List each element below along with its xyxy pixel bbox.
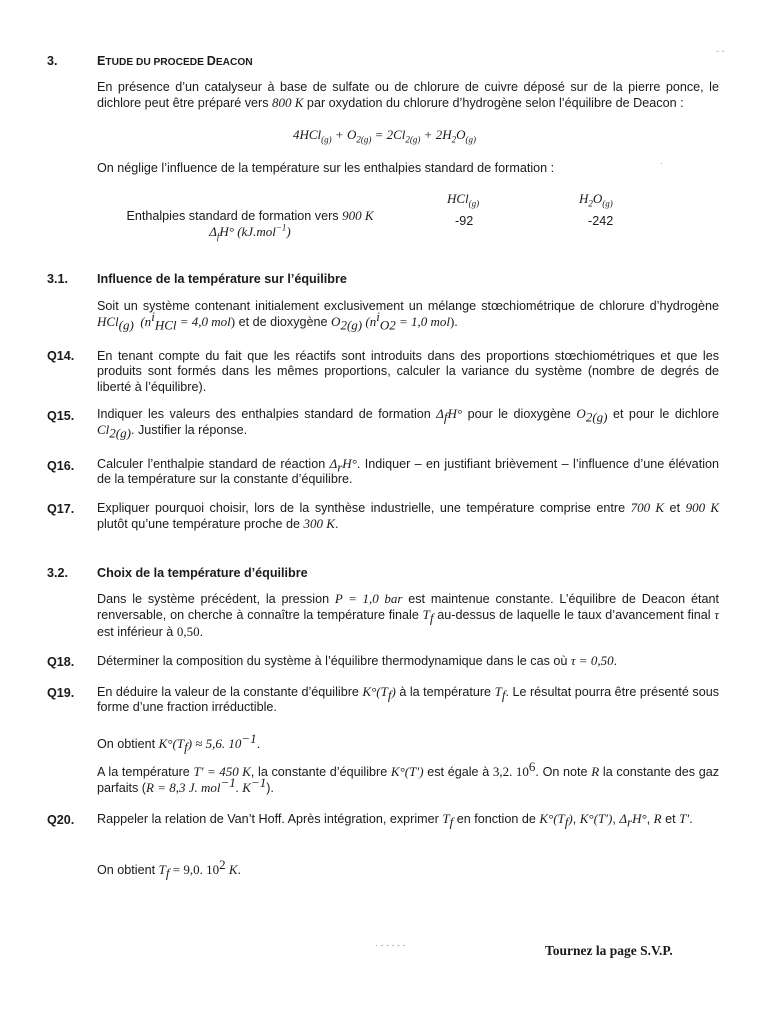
question-label-q18: Q18. (47, 655, 75, 669)
section-number: 3. (47, 54, 58, 68)
subsection-number-3-1: 3.1. (47, 272, 69, 286)
s31-paragraph: Soit un système contenant initialement exclusivement un mélange stœchiométrique de chlorure d’hydrogène HCl$_{(g)}$ ($n^i_{HCl} = 4,0$ mol) et de dioxygène $O_{2(g)}$ ($n^i_{O2} = 1,0$ mol). (97, 299, 719, 333)
scan-speck: - - (716, 46, 725, 56)
question-label-q14: Q14. (47, 349, 75, 363)
subsection-number-3-2: 3.2. (47, 566, 69, 580)
q20-result: On obtient $T_f = 9,0$. $10^2$ K. (97, 856, 241, 881)
question-text-q15: Indiquer les valeurs des enthalpies standard de formation $\Delta_fH^\circ$ pour le dioxygène $O_{2(g)}$ et pour le dichlore $Cl_{2(g)}$. Justifier la réponse. (97, 406, 719, 441)
question-text-q18: Déterminer la composition du système à l’équilibre thermodynamique dans le cas où τ = 0,50. (97, 653, 618, 668)
neglect-sentence: On néglige l’influence de la température sur les enthalpies standard de formation : (97, 161, 555, 175)
scan-speck: · - - - - - (375, 940, 406, 950)
table-header-hcl: HCl$_{(g)}$ (447, 191, 480, 209)
question-label-q20: Q20. (47, 813, 75, 827)
question-label-q16: Q16. (47, 459, 75, 473)
table-header-h2o: $H_2O_{(g)}$ (579, 191, 613, 209)
question-text-q14: En tenant compte du fait que les réactifs sont introduits dans des proportions stœchiométriques et que les produits sont formés dans les mêmes proportions, calculer la variance du système (nombre de degrés de liberté à l’équilibre). (97, 349, 719, 394)
q19-temperature-paragraph: A la température T′ = 450 K, la constante d’équilibre K°(T′) est égale à 3,2. $10^6$. On note R la constante des gaz parfaits (R = 8,3 J. mol$^{-1}$. $K^{-1}$). (97, 758, 720, 796)
s32-paragraph: Dans le système précédent, la pression P = 1,0 bar est maintenue constante. L’équilibre de Deacon étant renversable, on cherche à connaître la température finale $T_f$ au-dessus de laquelle le taux d’avancement final τ est inférieur à 0,50. (97, 591, 719, 639)
q19-result: On obtient $K^\circ(T_f) \approx 5,6$. $10^{-1}$. (97, 730, 261, 755)
deacon-equation: $4HCl_{(g)} + O_{2(g)} = 2Cl_{2(g)} + 2H_2O_{(g)}$ (293, 127, 476, 145)
question-text-q17: Expliquer pourquoi choisir, lors de la synthèse industrielle, une température comprise entre 700 K et 900 K plutôt qu’une température proche de 300 K. (97, 500, 719, 532)
intro-paragraph: En présence d’un catalyseur à base de sulfate ou de chlorure de cuivre déposé sur de la pierre ponce, le dichlore peut être préparé vers 800 K par oxydation du chlorure d’hydrogène selon l’équilibre de Deacon : (97, 80, 719, 111)
table-row-label: Enthalpies standard de formation vers 900 K $\Delta_fH^\circ$ (kJ.mol$^{-1}$) (126, 208, 374, 242)
table-value-hcl: -92 (455, 214, 474, 228)
scan-speck: · (660, 158, 663, 168)
question-label-q15: Q15. (47, 409, 75, 423)
question-label-q19: Q19. (47, 686, 75, 700)
subsection-title-3-1: Influence de la température sur l’équilibre (97, 272, 347, 286)
table-value-h2o: -242 (588, 214, 614, 228)
question-text-q20: Rappeler la relation de Van’t Hoff. Après intégration, exprimer $T_f$ en fonction de $K^\circ(T_f)$, K°(T′), $\Delta_rH^\circ$, R et T′. (97, 811, 693, 830)
page-footer: Tournez la page S.V.P. (545, 943, 673, 958)
section-title: ETUDE DU PROCEDE DEACON (97, 54, 253, 68)
question-label-q17: Q17. (47, 502, 75, 516)
subsection-title-3-2: Choix de la température d’équilibre (97, 566, 308, 580)
question-text-q19: En déduire la valeur de la constante d’équilibre $K^\circ(T_f)$ à la température $T_f$. Le résultat pourra être présenté sous forme d’une fraction irréductible. (97, 684, 720, 715)
question-text-q16: Calculer l’enthalpie standard de réaction $\Delta_rH^\circ$. Indiquer – en justifiant brièvement – l’influence d’une élévation de la température sur la constante d’équilibre. (97, 456, 719, 487)
